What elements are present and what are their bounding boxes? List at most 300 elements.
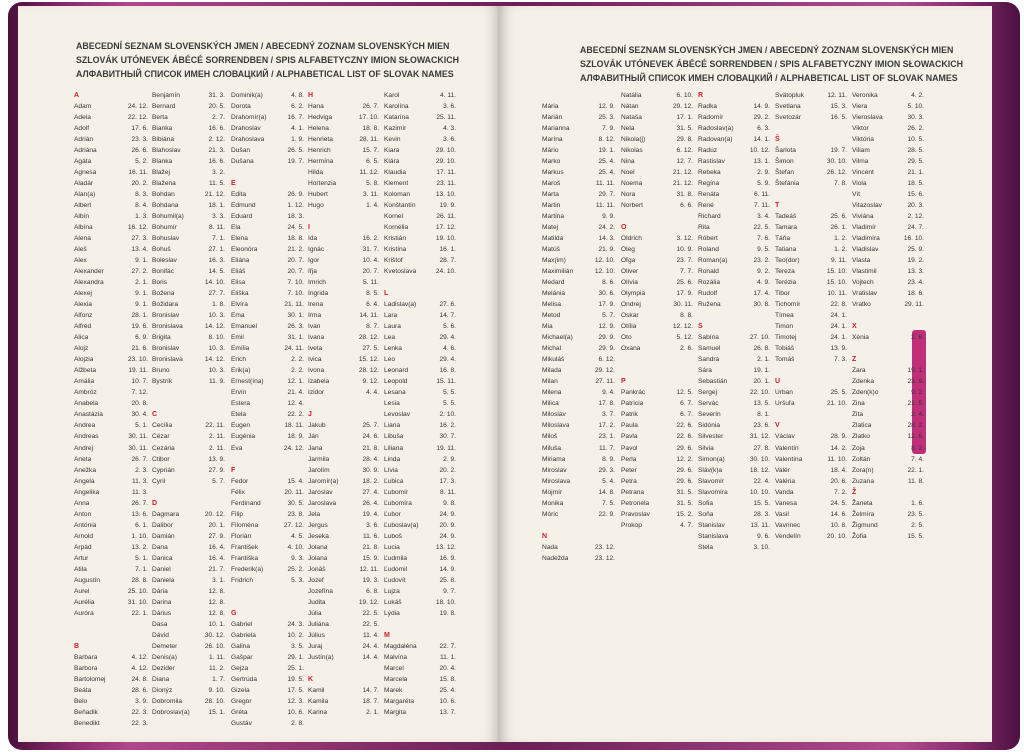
name-text: Lucia — [384, 543, 400, 551]
name-text: Cyril — [152, 477, 166, 485]
name-entry — [852, 90, 924, 101]
name-text: Patrícia — [621, 400, 644, 408]
name-text: Vojtech — [852, 279, 874, 287]
name-day-date: 6. 3. — [757, 125, 770, 133]
name-entry — [308, 365, 379, 376]
name-entry — [698, 288, 770, 299]
name-text: Alexia — [74, 301, 92, 309]
name-entry — [775, 354, 847, 365]
name-day-date: 9. 2. — [757, 268, 770, 276]
name-day-date: 24. 7. — [907, 224, 924, 232]
name-day-date: 8. 4. — [135, 202, 148, 210]
name-day-date: 28. 7. — [439, 257, 456, 265]
name-text: Roland — [698, 246, 719, 254]
name-day-date: 12. 11. — [359, 565, 379, 573]
name-day-date: 28. 3. — [753, 510, 770, 518]
title-line: ABECEDNÍ SEZNAM SLOVENSKÝCH JMEN / ABECEDNÝ ZOZNAM SLOVENSKÝCH MIEN — [76, 41, 450, 52]
name-text: Mojmír — [542, 488, 563, 496]
name-text: Noel — [621, 169, 635, 177]
name-text: Katarína — [384, 114, 409, 122]
name-text: Nora — [621, 191, 636, 199]
name-day-date: 30. 3. — [907, 114, 924, 122]
name-entry — [384, 575, 456, 586]
name-day-date: 16. 9. — [439, 554, 456, 562]
name-entry — [542, 365, 615, 376]
name-day-date: 19. 3. — [362, 576, 379, 584]
name-text: Zita — [852, 411, 863, 419]
name-day-date: 24. 5. — [830, 499, 847, 507]
name-text: Helena — [308, 125, 329, 133]
name-entry — [621, 321, 693, 332]
name-entry — [152, 443, 225, 454]
name-text: Miroslava — [542, 477, 571, 485]
name-text: Andreas — [74, 433, 99, 441]
name-entry — [74, 685, 148, 696]
name-day-date: 29. 2. — [753, 114, 770, 122]
name-text: Perla — [621, 455, 637, 463]
name-text: Tomáš — [775, 356, 795, 364]
name-text: Vendelín — [775, 532, 801, 540]
name-entry — [621, 420, 693, 431]
name-text: Bronislav — [152, 345, 180, 353]
name-day-date: 3. 10. — [753, 543, 770, 551]
name-text: Anežka — [74, 466, 96, 474]
name-day-date: 13. 5. — [753, 400, 770, 408]
name-day-date: 15. 5. — [907, 532, 924, 540]
name-day-date: 28. 11. — [359, 136, 379, 144]
name-day-date: 14. 3. — [598, 235, 615, 243]
name-text: Vladislav — [852, 246, 879, 254]
name-entry — [152, 520, 225, 531]
name-text: Mário — [542, 147, 559, 155]
name-entry — [308, 156, 379, 167]
name-day-date: 8. 7. — [366, 323, 379, 331]
name-day-date: 26. 7. — [362, 103, 379, 111]
name-day-date: 5. 5. — [443, 389, 456, 397]
name-text: Augustín — [74, 576, 101, 584]
name-text: Dana — [152, 543, 168, 551]
name-entry — [231, 564, 304, 575]
name-entry — [621, 487, 693, 498]
name-entry — [74, 553, 148, 564]
letter-heading: F — [231, 466, 236, 474]
name-entry — [74, 431, 148, 442]
name-entry — [308, 299, 379, 310]
name-text: Alica — [74, 334, 89, 342]
name-day-date: 11. 3. — [131, 488, 148, 496]
name-entry — [384, 222, 456, 233]
name-text: Ivona — [308, 367, 325, 375]
name-entry — [384, 343, 456, 354]
name-day-date: 13. 6. — [131, 510, 148, 518]
name-text: Elisa — [231, 279, 246, 287]
name-day-date: 7. 8. — [834, 180, 847, 188]
name-text: Beňadik — [74, 708, 98, 716]
name-text: Uršuľa — [775, 400, 795, 408]
name-text: Gašpar — [231, 653, 253, 661]
name-text: Silvia — [698, 444, 714, 452]
name-entry — [384, 387, 456, 398]
name-day-date: 22. 12. — [127, 114, 148, 122]
name-text: Vasil — [775, 510, 789, 518]
name-day-date: 6. 12. — [676, 147, 693, 155]
name-day-date: 29. 12. — [594, 367, 615, 375]
name-entry — [74, 376, 148, 387]
name-day-date: 17. 4. — [753, 290, 770, 298]
name-text: Ľubomír — [384, 488, 409, 496]
name-entry — [384, 443, 456, 454]
name-day-date: 2. 2. — [291, 356, 304, 364]
name-day-date: 23. 4. — [907, 279, 924, 287]
name-text: Marko — [542, 158, 561, 166]
name-day-date: 14. 7. — [439, 312, 456, 320]
name-text: Oleg — [621, 246, 635, 254]
name-text: Félix — [231, 488, 245, 496]
spacer — [384, 619, 456, 630]
name-text: Dávid — [152, 631, 169, 639]
name-text: Bohumil(a) — [152, 213, 184, 221]
name-day-date: 16. 2. — [439, 422, 456, 430]
name-entry — [384, 332, 456, 343]
name-day-date: 23. 10. — [127, 356, 148, 364]
names-column — [384, 90, 456, 718]
name-text: Božidara — [152, 301, 179, 309]
name-entry — [542, 343, 615, 354]
name-text: Bohdana — [152, 202, 179, 210]
name-entry — [152, 189, 225, 200]
name-text: Bronislava — [152, 356, 183, 364]
spacer — [542, 90, 615, 101]
spacer — [775, 123, 847, 134]
name-entry — [852, 332, 924, 343]
name-entry — [775, 101, 847, 112]
name-text: Daniela — [152, 576, 175, 584]
name-text: Eliáš — [231, 268, 246, 276]
name-day-date: 28. 5. — [907, 147, 924, 155]
name-entry — [74, 564, 148, 575]
name-day-date: 5. 1. — [135, 422, 148, 430]
name-entry — [384, 476, 456, 487]
name-text: Viola — [852, 180, 867, 188]
name-entry — [384, 465, 456, 476]
name-entry — [621, 509, 693, 520]
name-text: Veronika — [852, 92, 878, 99]
name-text: Zoltán — [852, 455, 871, 463]
name-day-date: 18. 4. — [830, 466, 847, 474]
name-entry — [852, 288, 924, 299]
name-entry — [384, 255, 456, 266]
name-day-date: 4. 3. — [443, 125, 456, 133]
name-text: Rebeka — [698, 169, 721, 177]
name-text: Ambróz — [74, 389, 97, 397]
name-day-date: 27. 7. — [208, 290, 225, 298]
name-entry — [698, 200, 770, 211]
name-entry — [152, 90, 225, 101]
letter-heading: S — [698, 323, 703, 331]
name-entry — [231, 398, 304, 409]
name-day-date: 29. 9. — [598, 345, 615, 353]
name-entry — [152, 112, 225, 123]
letter-heading: L — [384, 290, 389, 298]
name-entry — [542, 112, 615, 123]
name-text: Miriama — [542, 455, 566, 463]
name-text: Vincent — [852, 169, 874, 177]
name-entry — [698, 409, 770, 420]
name-day-date: 23. 3. — [131, 136, 148, 144]
name-text: Stanislava — [698, 532, 729, 540]
name-text: Vilma — [852, 158, 869, 166]
name-day-date: 2. 6. — [911, 334, 924, 342]
name-day-date: 12. 10. — [594, 257, 615, 265]
name-day-date: 16. 10. — [903, 235, 924, 243]
name-entry — [698, 178, 770, 189]
name-day-date: 6. 12. — [598, 356, 615, 364]
name-entry — [308, 652, 379, 663]
name-text: Emil — [231, 334, 244, 342]
name-text: Cyprián — [152, 466, 175, 474]
name-day-date: 10. 7. — [131, 378, 148, 386]
name-text: Prokop — [621, 521, 642, 529]
name-text: Kornélia — [384, 224, 409, 232]
name-text: Hubert — [308, 191, 328, 199]
name-entry — [775, 244, 847, 255]
name-text: Hugo — [308, 202, 324, 210]
name-day-date: 14. 9. — [753, 103, 770, 111]
name-text: Viviána — [852, 213, 874, 221]
name-text: Bibiána — [152, 136, 174, 144]
name-text: Florián — [231, 532, 252, 540]
name-day-date: 24. 3. — [287, 620, 304, 628]
name-entry — [384, 608, 456, 619]
name-day-date: 3. 6. — [443, 136, 456, 144]
name-entry — [621, 266, 693, 277]
name-entry — [698, 101, 770, 112]
name-text: Jolana — [308, 543, 328, 551]
name-entry — [621, 465, 693, 476]
name-day-date: 17. 3. — [439, 477, 456, 485]
name-entry — [231, 101, 304, 112]
name-entry — [852, 222, 924, 233]
name-entry — [231, 156, 304, 167]
name-day-date: 17. 10. — [358, 114, 379, 122]
letter-heading: X — [852, 323, 857, 331]
name-text: Marína — [542, 136, 563, 144]
name-entry — [74, 189, 148, 200]
name-day-date: 29. 11. — [904, 301, 924, 309]
name-entry — [852, 420, 924, 431]
name-entry — [152, 222, 225, 233]
name-entry — [384, 674, 456, 685]
name-entry — [74, 531, 148, 542]
name-entry — [775, 332, 847, 343]
name-day-date: 26. 3. — [287, 323, 304, 331]
name-entry — [852, 244, 924, 255]
name-text: Gabriela — [231, 631, 256, 639]
name-text: Aleš — [74, 246, 87, 254]
name-day-date: 13. 9. — [830, 345, 847, 353]
name-text: Kazimír — [384, 125, 407, 133]
name-entry — [152, 277, 225, 288]
name-day-date: 12. 9. — [598, 103, 615, 111]
name-day-date: 16. 4. — [208, 554, 225, 562]
name-text: Urban — [775, 389, 793, 397]
name-day-date: 14. 1. — [753, 136, 770, 144]
name-entry — [542, 255, 615, 266]
name-text: Dária — [152, 587, 168, 595]
name-text: Sandra — [698, 356, 720, 364]
name-text: Petra — [621, 477, 637, 485]
name-text: Magdaléna — [384, 642, 417, 650]
name-entry — [698, 112, 770, 123]
name-entry — [384, 663, 456, 674]
name-text: Vladimíra — [852, 235, 880, 243]
name-day-date: 5. 2. — [135, 158, 148, 166]
name-text: Bruno — [152, 367, 170, 375]
name-day-date: 9. 3. — [291, 554, 304, 562]
name-day-date: 9. 5. — [757, 246, 770, 254]
name-day-date: 12. 6. — [907, 433, 924, 441]
name-text: Slavomír — [698, 477, 725, 485]
name-entry — [852, 454, 924, 465]
name-text: Oxana — [621, 345, 641, 353]
name-text: Viera — [852, 103, 868, 111]
letter-heading: V — [775, 422, 780, 430]
name-entry — [308, 387, 379, 398]
name-day-date: 10. 3. — [208, 345, 225, 353]
names-column — [542, 90, 615, 564]
name-day-date: 24. 1. — [830, 323, 847, 331]
name-entry — [74, 123, 148, 134]
spacer — [231, 586, 304, 597]
name-entry — [74, 707, 148, 718]
name-text: Ela — [231, 224, 241, 232]
name-text: Markus — [542, 169, 564, 177]
name-entry — [384, 200, 456, 211]
name-text: Eduard — [231, 213, 253, 221]
name-day-date: 17. 1. — [676, 114, 693, 122]
name-text: Lukáš — [384, 598, 402, 606]
name-entry — [542, 465, 615, 476]
name-day-date: 4. 12. — [131, 664, 148, 672]
spacer — [621, 211, 693, 222]
name-day-date: 21. 12. — [672, 169, 693, 177]
name-text: Teo(dor) — [775, 257, 800, 265]
name-day-date: 15. 2. — [676, 510, 693, 518]
name-entry — [852, 465, 924, 476]
name-entry — [152, 685, 225, 696]
name-day-date: 4. 6. — [443, 345, 456, 353]
name-text: Eugénia — [231, 433, 256, 441]
name-entry — [308, 531, 379, 542]
name-entry — [74, 244, 148, 255]
name-day-date: 2. 11. — [208, 433, 225, 441]
name-text: Konštantín — [384, 202, 416, 210]
name-day-date: 18. 12. — [749, 466, 770, 474]
name-day-date: 16. 4. — [208, 543, 225, 551]
name-text: Tamara — [775, 224, 797, 232]
name-text: Boris — [152, 279, 168, 287]
name-day-date: 16. 3. — [208, 257, 225, 265]
name-text: Ervín — [231, 389, 247, 397]
name-day-date: 3. 12. — [676, 235, 693, 243]
name-entry — [542, 123, 615, 134]
name-day-date: 25. 4. — [598, 158, 615, 166]
name-text: Sabína — [698, 334, 719, 342]
name-text: Blažej — [152, 169, 170, 177]
name-text: Marta — [542, 191, 559, 199]
name-day-date: 5. 12. — [676, 334, 693, 342]
name-entry — [152, 211, 225, 222]
name-day-date: 29. 6. — [676, 477, 693, 485]
name-entry — [775, 443, 847, 454]
name-day-date: 15. 8. — [439, 675, 456, 683]
name-day-date: 6. 4. — [366, 301, 379, 309]
name-day-date: 26. 11. — [436, 213, 456, 221]
name-text: Frederik(a) — [231, 565, 264, 573]
name-entry — [308, 354, 379, 365]
names-column — [74, 90, 148, 729]
name-text: Ivica — [308, 356, 322, 364]
name-entry — [542, 233, 615, 244]
name-text: Ivan — [308, 323, 321, 331]
name-entry — [384, 707, 456, 718]
name-text: Anna — [74, 499, 90, 507]
name-text: Sergej — [698, 389, 718, 397]
name-text: Eva — [231, 444, 243, 452]
name-day-date: 30. 11. — [128, 444, 148, 452]
name-entry — [852, 123, 924, 134]
name-day-date: 15. 11. — [436, 378, 456, 386]
letter-heading: Š — [775, 136, 780, 144]
name-text: Gejza — [231, 664, 249, 672]
name-day-date: 18. 3. — [287, 213, 304, 221]
name-day-date: 11. 4. — [362, 631, 379, 639]
letter-heading: M — [384, 631, 390, 639]
name-day-date: 3. 11. — [362, 191, 379, 199]
name-text: Alex — [74, 257, 87, 265]
name-text: Albín — [74, 213, 90, 221]
name-text: Alena — [74, 235, 91, 243]
name-text: Elena — [231, 235, 248, 243]
name-day-date: 30. 5. — [287, 499, 304, 507]
name-text: Irena — [308, 301, 324, 309]
name-entry — [698, 123, 770, 134]
name-entry — [74, 520, 148, 531]
name-entry — [621, 101, 693, 112]
name-day-date: 10. 3. — [208, 312, 225, 320]
name-text: Izabela — [308, 378, 330, 386]
name-entry — [775, 299, 847, 310]
letter-heading: Z — [852, 356, 857, 364]
name-text: Táňa — [775, 235, 791, 243]
name-text: Filoména — [231, 521, 259, 529]
name-day-date: 22. 5. — [362, 609, 379, 617]
name-text: Laura — [384, 323, 401, 331]
name-entry — [308, 619, 379, 630]
name-text: Olívia — [621, 279, 638, 287]
name-text: Valér — [775, 466, 790, 474]
name-entry — [308, 454, 379, 465]
name-day-date: 10. 2. — [287, 631, 304, 639]
name-day-date: 28. 6. — [131, 686, 148, 694]
name-entry — [152, 663, 225, 674]
name-text: Žaneta — [852, 499, 873, 507]
name-day-date: 2. 9. — [757, 169, 770, 177]
name-entry — [152, 420, 225, 431]
name-entry — [152, 575, 225, 586]
name-day-date: 10. 8. — [830, 521, 847, 529]
name-entry — [152, 310, 225, 321]
